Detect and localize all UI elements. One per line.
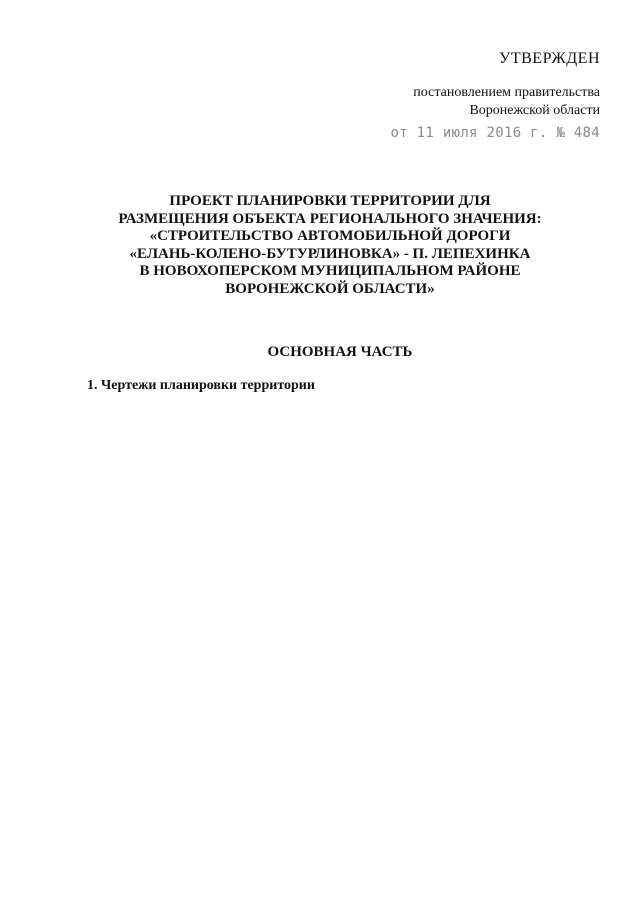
title-line: В НОВОХОПЕРСКОМ МУНИЦИПАЛЬНОМ РАЙОНЕ	[139, 263, 521, 279]
title-line: «ЕЛАНЬ-КОЛЕНО-БУТУРЛИНОВКА» - П. ЛЕПЕХИНКА	[129, 245, 531, 262]
title-line: РАЗМЕЩЕНИЯ ОБЪЕКТА РЕГИОНАЛЬНОГО ЗНАЧЕНИЯ:	[118, 210, 542, 227]
title-line: ПРОЕКТ ПЛАНИРОВКИ ТЕРРИТОРИИ ДЛЯ	[169, 193, 491, 209]
approval-block	[340, 48, 600, 142]
title-line: ВОРОНЕЖСКОЙ ОБЛАСТИ»	[225, 280, 435, 297]
document-title	[80, 193, 580, 298]
section-item: 1. Чертежи планировки территории	[87, 378, 315, 393]
approval-heading: УТВЕРЖДЕН	[499, 50, 600, 67]
title-line: «СТРОИТЕЛЬСТВО АВТОМОБИЛЬНОЙ ДОРОГИ	[149, 228, 511, 244]
decree-date-stamp: от 11 июля 2016 г. № 484	[390, 125, 600, 141]
section-heading: ОСНОВНАЯ ЧАСТЬ	[267, 344, 413, 360]
decree-authority-line: постановлением правительства	[413, 85, 600, 100]
decree-region-line: Воронежской области	[469, 103, 600, 118]
